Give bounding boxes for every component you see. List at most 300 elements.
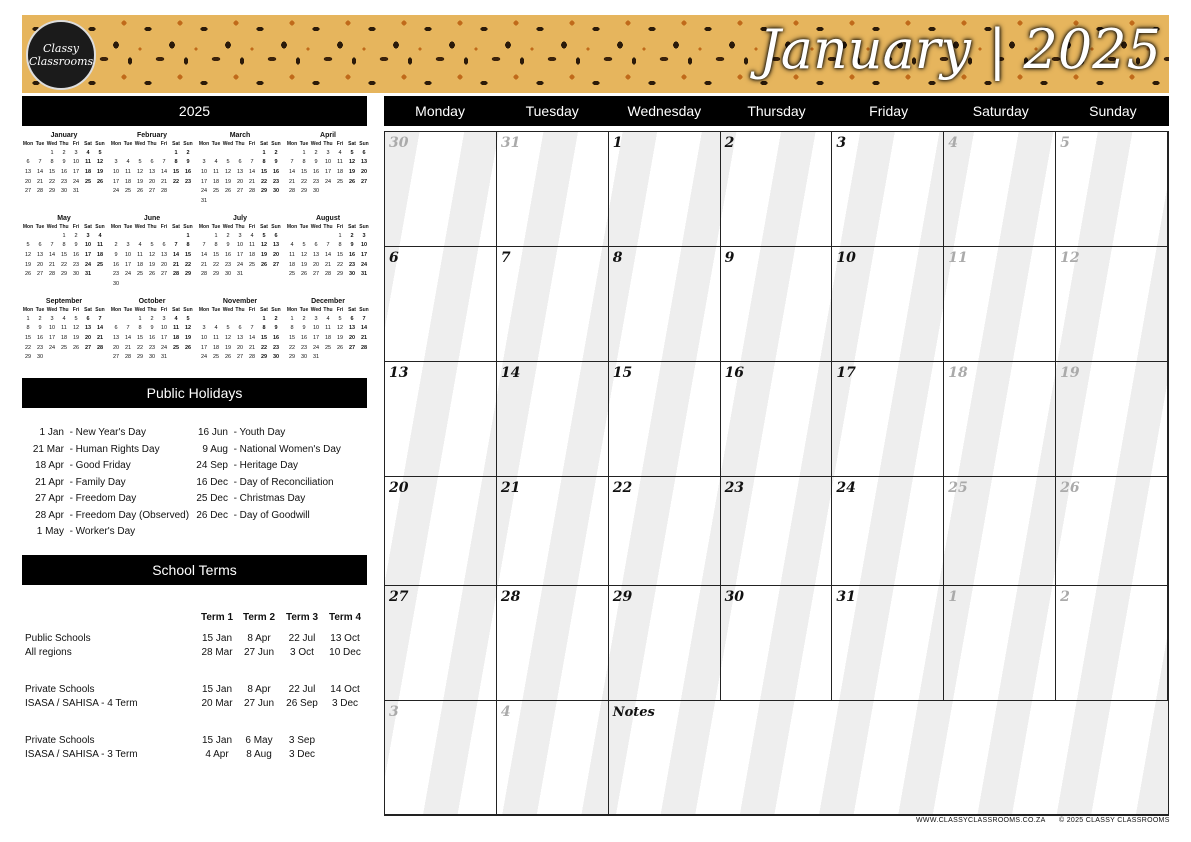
- mini-day: 21: [200, 261, 208, 268]
- weekday-abbr: Wed: [222, 307, 234, 313]
- mini-day: [158, 148, 170, 158]
- day-number: 17: [836, 365, 856, 381]
- mini-day: 14: [96, 325, 104, 332]
- mini-month-table: [286, 140, 370, 196]
- mini-day: 8: [26, 325, 30, 332]
- mini-day: 3: [162, 315, 166, 322]
- mini-day: 23: [60, 178, 68, 185]
- weekday-abbr: Mon: [22, 141, 34, 147]
- day-number: 29: [612, 589, 633, 605]
- mini-day: 8: [62, 242, 66, 249]
- mini-day: 30: [312, 188, 320, 195]
- mini-day: 7: [250, 325, 254, 332]
- mini-day: [210, 196, 222, 206]
- mini-day: 4: [86, 149, 90, 156]
- term-group-label: Private Schools: [25, 684, 95, 695]
- mini-day: [234, 314, 246, 324]
- mini-day: 22: [300, 178, 308, 185]
- mini-day: [170, 279, 182, 289]
- mini-day: 12: [300, 251, 308, 258]
- term-group-label: Private Schools: [25, 735, 95, 746]
- mini-day: 6: [114, 325, 118, 332]
- term-end: 10 Dec: [329, 647, 361, 658]
- day-number: 25: [948, 480, 968, 496]
- mini-day: 5: [338, 315, 342, 322]
- mini-day: 8: [186, 242, 190, 249]
- mini-month-table: [22, 223, 106, 279]
- mini-day: 20: [24, 178, 32, 185]
- holiday-name: - Freedom Day: [69, 493, 137, 504]
- mini-day: 19: [72, 334, 80, 341]
- day-number: 24: [836, 480, 856, 496]
- weekday-abbr: Thu: [323, 307, 333, 313]
- mini-day: 7: [162, 159, 166, 166]
- weekday-abbr: Fri: [248, 141, 256, 147]
- mini-day: 22: [60, 261, 68, 268]
- day-number: 3: [836, 135, 847, 151]
- mini-day: 23: [312, 178, 320, 185]
- classy-classrooms-logo: [26, 20, 96, 90]
- mini-month-name: August: [315, 215, 341, 222]
- weekday-abbr: Thu: [147, 224, 157, 230]
- mini-day: [34, 148, 46, 158]
- mini-day: 5: [150, 242, 154, 249]
- day-number: 3: [389, 704, 399, 720]
- mini-day: 28: [124, 354, 132, 361]
- holiday-list-right: [196, 425, 341, 524]
- mini-day: 25: [124, 188, 132, 195]
- mini-day: 17: [112, 178, 120, 185]
- weekday-abbr: Sun: [95, 141, 105, 147]
- mini-day: 16: [36, 334, 44, 341]
- mini-day: 13: [24, 168, 32, 175]
- notes-area: [609, 701, 1168, 815]
- mini-day: 19: [24, 261, 32, 268]
- mini-day: 14: [288, 168, 296, 175]
- day-number: 1: [612, 135, 623, 151]
- holiday-name: - New Year's Day: [69, 427, 146, 438]
- day-cell: [1056, 586, 1168, 701]
- mini-day: 8: [290, 325, 294, 332]
- mini-day: 5: [262, 232, 266, 239]
- mini-day: 30: [348, 271, 356, 278]
- year-header: 2025: [22, 96, 367, 126]
- mini-month-table: [110, 140, 194, 196]
- mini-day: 9: [114, 251, 118, 258]
- mini-day: 31: [360, 271, 368, 278]
- holiday-name: - Day of Reconciliation: [233, 476, 334, 488]
- term-start: 3 Sep: [288, 735, 316, 746]
- mini-day: 5: [138, 159, 142, 166]
- weekday-abbr: Thu: [147, 307, 157, 313]
- mini-day: [22, 231, 34, 241]
- mini-day: 22: [288, 344, 296, 351]
- mini-day: [270, 269, 282, 279]
- mini-day: [134, 148, 146, 158]
- mini-day: 19: [184, 334, 192, 341]
- day-cell: [832, 362, 944, 477]
- holiday-date: 21 Apr: [35, 476, 64, 488]
- term-end: 20 Mar: [201, 698, 233, 709]
- holiday-row: [196, 475, 341, 492]
- holiday-date: 24 Sep: [196, 460, 228, 471]
- mini-day: 23: [224, 261, 232, 268]
- day-cell: [497, 362, 609, 477]
- mini-day: 26: [336, 344, 344, 351]
- mini-day: 3: [50, 315, 54, 322]
- holiday-name: - Freedom Day (Observed): [69, 509, 190, 521]
- mini-day: 28: [360, 344, 368, 351]
- notes-label: Notes: [612, 705, 655, 720]
- weekday-abbr: Wed: [310, 224, 322, 230]
- mini-month-table: [286, 306, 370, 362]
- holiday-row: [22, 425, 189, 442]
- mini-day: [246, 314, 258, 324]
- day-cell: [497, 247, 609, 362]
- holiday-name: - Good Friday: [69, 460, 131, 471]
- mini-month: [22, 214, 106, 294]
- mini-day: 29: [212, 271, 220, 278]
- mini-month-table: [110, 223, 194, 289]
- day-cell: [385, 586, 497, 701]
- mini-day: 2: [186, 149, 190, 156]
- day-number: 20: [389, 480, 409, 496]
- mini-month-table: [198, 223, 282, 279]
- mini-day: 25: [324, 344, 332, 351]
- holiday-name: - Christmas Day: [233, 493, 306, 504]
- mini-month: [110, 214, 194, 294]
- mini-day: [322, 186, 334, 196]
- mini-day: 23: [272, 344, 280, 351]
- weekday-abbr: Thu: [323, 141, 333, 147]
- mini-day: 6: [162, 242, 166, 249]
- mini-day: 4: [126, 159, 130, 166]
- mini-day: 24: [124, 271, 132, 278]
- mini-day: 19: [136, 178, 144, 185]
- mini-day: 3: [74, 149, 78, 156]
- term-group-sublabel: All regions: [25, 647, 72, 658]
- weekday-abbr: Mon: [22, 307, 34, 313]
- holiday-date: 18 Apr: [35, 460, 64, 471]
- holiday-row: [22, 508, 189, 525]
- mini-day: 7: [290, 159, 294, 166]
- day-cell: [944, 362, 1056, 477]
- weekday-abbr: Fri: [248, 224, 256, 230]
- mini-day: 21: [36, 178, 44, 185]
- mini-day: 21: [248, 344, 256, 351]
- weekday-abbr: Mon: [286, 224, 298, 230]
- mini-day: 11: [85, 159, 91, 166]
- mini-day: 14: [48, 251, 56, 258]
- mini-day: 12: [24, 251, 32, 258]
- mini-day: 18: [212, 178, 220, 185]
- mini-day: 27: [24, 188, 32, 195]
- day-number: 12: [1060, 250, 1080, 266]
- weekday-abbr: Sat: [348, 141, 356, 147]
- mini-day: 2: [302, 315, 306, 322]
- weekday-abbr: Tue: [123, 307, 133, 313]
- holiday-name: - Youth Day: [233, 427, 286, 438]
- mini-day: 11: [61, 325, 67, 332]
- mini-month-name: May: [57, 215, 71, 222]
- holiday-row: [196, 425, 341, 442]
- mini-day: 1: [186, 232, 190, 239]
- mini-day: [182, 279, 194, 289]
- mini-day: 7: [174, 242, 178, 249]
- mini-day: [158, 279, 170, 289]
- term-end: 27 Jun: [243, 647, 275, 658]
- day-cell: [385, 132, 497, 247]
- mini-month-name: March: [229, 132, 251, 139]
- mini-day: 29: [136, 354, 144, 361]
- mini-day: 3: [326, 149, 330, 156]
- day-number: 30: [389, 135, 409, 151]
- day-cell: [721, 586, 833, 701]
- mini-day: 24: [200, 188, 208, 195]
- day-number: 28: [500, 589, 521, 605]
- mini-day: 11: [337, 159, 343, 166]
- mini-month-table: [110, 306, 194, 362]
- weekday-label: Sunday: [1089, 103, 1137, 119]
- mini-day: 16: [112, 261, 120, 268]
- day-cell: [609, 477, 721, 586]
- term-group-label: Public Schools: [25, 633, 91, 644]
- weekday-abbr: Fri: [336, 224, 344, 230]
- mini-day: 9: [186, 159, 190, 166]
- mini-day: [82, 352, 94, 362]
- mini-day: [46, 352, 58, 362]
- holiday-date: 27 Apr: [35, 493, 64, 504]
- weekday-abbr: Fri: [160, 141, 168, 147]
- weekday-abbr: Sat: [260, 224, 268, 230]
- mini-day: 5: [74, 315, 78, 322]
- weekday-abbr: Fri: [72, 224, 80, 230]
- mini-day: 23: [36, 344, 44, 351]
- holiday-name: - Day of Goodwill: [233, 509, 310, 521]
- mini-day: 19: [348, 168, 356, 175]
- mini-day: 30: [112, 280, 120, 287]
- mini-day: 12: [136, 168, 144, 175]
- mini-day: 25: [288, 271, 296, 278]
- weekday-abbr: Thu: [235, 141, 245, 147]
- mini-day: 31: [72, 188, 80, 195]
- public-holidays-header: Public Holidays: [22, 378, 367, 408]
- day-cell: [832, 132, 944, 247]
- mini-day: 21: [288, 178, 296, 185]
- weekday-abbr: Fri: [336, 307, 344, 313]
- day-cell: [944, 247, 1056, 362]
- mini-day: 28: [248, 188, 256, 195]
- mini-day: 12: [96, 159, 104, 166]
- mini-day: 10: [48, 325, 56, 332]
- day-cell: [1056, 247, 1168, 362]
- day-number: 4: [500, 704, 511, 720]
- day-number: 31: [836, 589, 856, 605]
- mini-day: 24: [84, 261, 92, 268]
- weekday-abbr: Mon: [198, 224, 210, 230]
- mini-day: 29: [336, 271, 344, 278]
- mini-day: 6: [26, 159, 30, 166]
- mini-day: 13: [84, 325, 92, 332]
- mini-day: 29: [48, 188, 56, 195]
- mini-day: [170, 352, 182, 362]
- day-cell: [385, 701, 497, 815]
- mini-day: 16: [272, 168, 280, 175]
- mini-day: 7: [250, 159, 254, 166]
- mini-day: 17: [200, 344, 208, 351]
- weekday-abbr: Sat: [260, 141, 268, 147]
- mini-day: [110, 314, 122, 324]
- mini-day: 25: [60, 344, 68, 351]
- mini-day: 22: [48, 178, 56, 185]
- mini-day: 6: [238, 159, 242, 166]
- mini-day: [198, 231, 210, 241]
- mini-day: 24: [324, 178, 332, 185]
- weekday-abbr: Sun: [271, 307, 281, 313]
- mini-day: 13: [112, 334, 120, 341]
- mini-day: 1: [262, 315, 266, 322]
- weekday-label: Tuesday: [525, 103, 579, 119]
- weekday-abbr: Tue: [35, 141, 45, 147]
- mini-day: 9: [314, 159, 318, 166]
- mini-day: [222, 314, 234, 324]
- day-cell: [721, 477, 833, 586]
- mini-day: 26: [96, 178, 104, 185]
- term-start: 15 Jan: [201, 684, 233, 695]
- mini-day: [94, 352, 106, 362]
- mini-day: [122, 279, 134, 289]
- mini-day: [82, 186, 94, 196]
- mini-day: 3: [126, 242, 130, 249]
- mini-day: 23: [348, 261, 356, 268]
- mini-day: 9: [74, 242, 78, 249]
- mini-day: 3: [362, 232, 366, 239]
- mini-day: 27: [360, 178, 368, 185]
- mini-day: 27: [148, 188, 156, 195]
- mini-day: 6: [362, 149, 366, 156]
- mini-day: 4: [250, 232, 254, 239]
- weekday-abbr: Mon: [286, 307, 298, 313]
- mini-day: [170, 231, 182, 241]
- weekday-abbr: Tue: [211, 307, 221, 313]
- weekday-abbr: Thu: [147, 141, 157, 147]
- mini-day: 28: [96, 344, 104, 351]
- mini-day: 5: [350, 149, 354, 156]
- weekday-abbr: Wed: [310, 307, 322, 313]
- mini-day: 8: [138, 325, 142, 332]
- weekday-abbr: Wed: [134, 307, 146, 313]
- term-start: 15 Jan: [201, 633, 233, 644]
- mini-day: 1: [138, 315, 142, 322]
- day-cell: [721, 132, 833, 247]
- mini-day: 31: [236, 271, 244, 278]
- mini-day: 10: [160, 325, 168, 332]
- mini-day: 23: [300, 344, 308, 351]
- mini-day: 27: [160, 271, 168, 278]
- holiday-row: [22, 442, 189, 459]
- mini-day: 26: [148, 271, 156, 278]
- mini-day: 30: [300, 354, 308, 361]
- holiday-row: [22, 475, 189, 492]
- mini-day: 1: [62, 232, 66, 239]
- mini-day: 18: [84, 168, 92, 175]
- mini-day: 20: [84, 334, 92, 341]
- mini-day: 5: [226, 159, 230, 166]
- mini-day: 16: [184, 168, 192, 175]
- weekday-abbr: Wed: [46, 307, 58, 313]
- holiday-row: [196, 458, 341, 475]
- mini-day: [134, 231, 146, 241]
- weekday-abbr: Fri: [248, 307, 256, 313]
- mini-day: 6: [238, 325, 242, 332]
- mini-day: 28: [160, 188, 168, 195]
- mini-day: 22: [24, 344, 32, 351]
- mini-day: [346, 186, 358, 196]
- mini-day: 26: [300, 271, 308, 278]
- mini-day: 30: [36, 354, 44, 361]
- mini-month: [198, 297, 282, 377]
- term-end: 3 Oct: [290, 647, 314, 658]
- holiday-date: 9 Aug: [202, 443, 228, 455]
- mini-day: 25: [172, 344, 180, 351]
- mini-day: 23: [148, 344, 156, 351]
- day-cell: [497, 132, 609, 247]
- mini-day: 16: [348, 251, 356, 258]
- weekday-abbr: Tue: [211, 141, 221, 147]
- mini-month-name: January: [50, 132, 78, 139]
- weekday-abbr: Fri: [72, 307, 80, 313]
- mini-day: 12: [336, 325, 344, 332]
- mini-day: 2: [350, 232, 354, 239]
- day-number: 5: [1060, 135, 1070, 151]
- day-cell: [832, 477, 944, 586]
- mini-day: 12: [184, 325, 192, 332]
- weekday-label: Saturday: [972, 103, 1029, 119]
- day-cell: [1056, 362, 1168, 477]
- day-cell: [944, 132, 1056, 247]
- day-cell: [721, 362, 833, 477]
- term-start: 6 May: [245, 735, 273, 746]
- mini-day: 18: [60, 334, 68, 341]
- mini-day: [322, 231, 334, 241]
- weekday-label: Wednesday: [627, 103, 702, 119]
- holiday-date: 25 Dec: [196, 493, 228, 504]
- weekday-abbr: Wed: [46, 224, 58, 230]
- holiday-date: 1 May: [36, 526, 64, 537]
- mini-day: 19: [224, 344, 232, 351]
- mini-day: 24: [72, 178, 80, 185]
- holiday-row: [22, 524, 189, 541]
- mini-day: 5: [186, 315, 190, 322]
- weekday-abbr: Sun: [359, 224, 369, 230]
- day-number: 18: [948, 365, 968, 381]
- mini-day: 23: [72, 261, 80, 268]
- mini-day: 27: [348, 344, 356, 351]
- mini-day: 11: [173, 325, 179, 332]
- day-cell: [497, 477, 609, 586]
- mini-month-name: February: [137, 132, 167, 139]
- term-group-sublabel: ISASA / SAHISA - 4 Term: [25, 698, 138, 709]
- holiday-row: [22, 458, 189, 475]
- mini-day: 7: [362, 315, 366, 322]
- mini-day: [222, 148, 234, 158]
- term-start: 8 Apr: [247, 684, 271, 695]
- mini-day: 8: [262, 159, 266, 166]
- term-end: 8 Aug: [246, 749, 272, 760]
- mini-day: 25: [96, 261, 104, 268]
- mini-day: 10: [360, 242, 368, 249]
- term-header: Term 2: [242, 612, 276, 623]
